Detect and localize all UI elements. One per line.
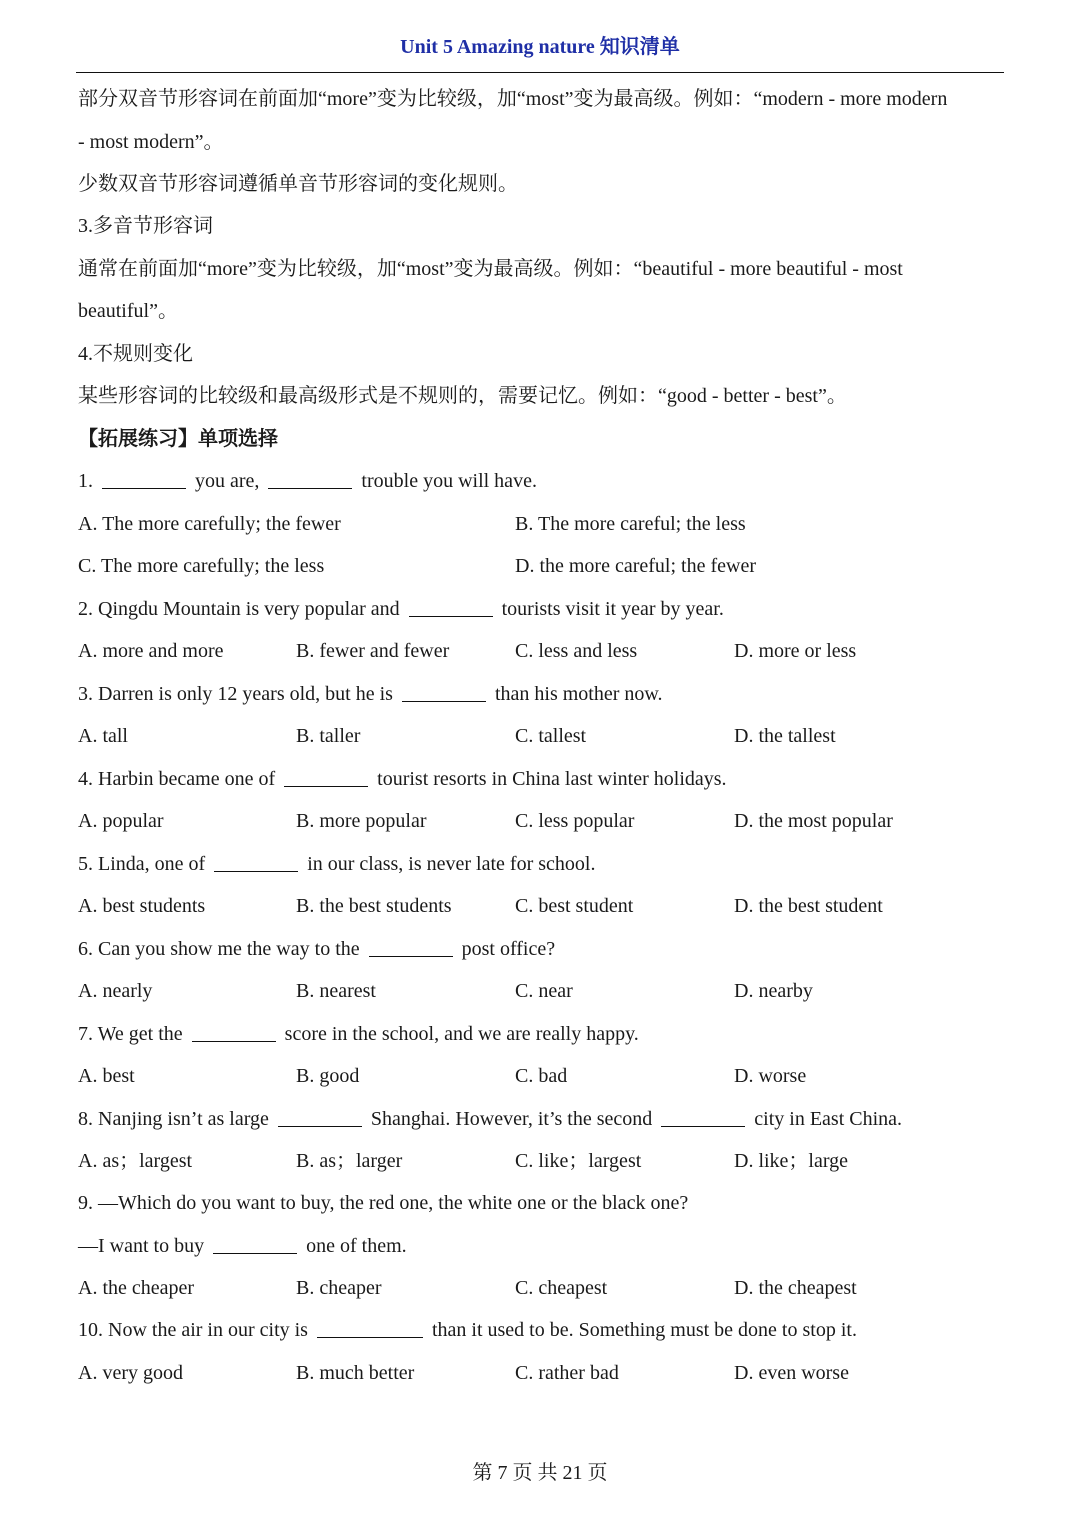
- option-c: C. bad: [515, 1065, 568, 1087]
- question-10: [78, 1316, 1006, 1344]
- answer-blank: [661, 1108, 745, 1127]
- option-c: C. tallest: [515, 725, 587, 747]
- answer-blank: [278, 1108, 362, 1127]
- question-text: 4. Harbin became one of: [78, 768, 281, 790]
- answer-blank: [284, 768, 368, 787]
- option-a: A. the cheaper: [78, 1277, 195, 1299]
- option-c: C. near: [515, 980, 573, 1002]
- option-b: B. as；larger: [296, 1150, 403, 1172]
- option-c: C. cheapest: [515, 1277, 608, 1299]
- option-c: C. best student: [515, 895, 634, 917]
- question-text: one of them.: [301, 1235, 407, 1257]
- question-9: 9. —Which do you want to buy, the red one, the white one or the black one?: [78, 1192, 689, 1214]
- question-text: than his mother now.: [489, 683, 663, 705]
- paragraph-line: 部分双音节形容词在前面加“more”变为比较级，加“most”变为最高级。例如：“modern - more modern: [78, 88, 948, 110]
- option-d: D. more or less: [734, 640, 857, 662]
- answer-blank: [409, 598, 493, 617]
- option-d: D. the best student: [734, 895, 883, 917]
- question-text: tourist resorts in China last winter holidays.: [372, 768, 727, 790]
- question-text: 3. Darren is only 12 years old, but he is: [78, 683, 398, 705]
- option-a: A. tall: [78, 725, 128, 747]
- question-8: [78, 1105, 1006, 1133]
- exercise-heading: 【拓展练习】单项选择: [78, 428, 278, 450]
- paragraph-line: beautiful”。: [78, 300, 178, 322]
- question-5: [78, 850, 1006, 878]
- option-b: B. nearest: [296, 980, 376, 1002]
- question-text: city in East China.: [749, 1108, 903, 1130]
- option-a: A. The more carefully; the fewer: [78, 513, 341, 535]
- question-text: 7. We get the: [78, 1023, 188, 1045]
- paragraph-line: 通常在前面加“more”变为比较级，加“most”变为最高级。例如：“beautiful - more beautiful - most: [78, 258, 903, 280]
- answer-blank: [192, 1023, 276, 1042]
- question-text: 2. Qingdu Mountain is very popular and: [78, 598, 405, 620]
- option-b: B. good: [296, 1065, 360, 1087]
- question-text: in our class, is never late for school.: [302, 853, 596, 875]
- question-text: 8. Nanjing isn’t as large: [78, 1108, 274, 1130]
- option-b: B. The more careful; the less: [515, 513, 746, 535]
- answer-blank: [214, 853, 298, 872]
- question-9-reply: [78, 1232, 1006, 1260]
- section-heading: 4.不规则变化: [78, 343, 193, 365]
- header-divider: [76, 72, 1004, 73]
- option-d: D. even worse: [734, 1362, 849, 1384]
- answer-blank: [317, 1319, 423, 1338]
- option-a: A. very good: [78, 1362, 183, 1384]
- section-heading: 3.多音节形容词: [78, 215, 213, 237]
- option-a: A. best students: [78, 895, 206, 917]
- question-text: than it used to be. Something must be done to stop it.: [426, 1319, 857, 1341]
- page-number: 第 7 页 共 21 页: [472, 1462, 608, 1484]
- option-b: B. taller: [296, 725, 361, 747]
- question-1: [78, 467, 1006, 495]
- question-text: trouble you will have.: [356, 470, 537, 492]
- option-d: D. the more careful; the fewer: [515, 555, 756, 577]
- option-d: D. the tallest: [734, 725, 836, 747]
- question-3: [78, 680, 1006, 708]
- option-c: C. rather bad: [515, 1362, 619, 1384]
- option-d: D. the most popular: [734, 810, 893, 832]
- paragraph-line: - most modern”。: [78, 131, 224, 153]
- page-header-title: Unit 5 Amazing nature 知识清单: [400, 36, 680, 58]
- option-c: C. The more carefully; the less: [78, 555, 325, 577]
- answer-blank: [402, 683, 486, 702]
- question-text: 10. Now the air in our city is: [78, 1319, 313, 1341]
- question-text: tourists visit it year by year.: [496, 598, 724, 620]
- paragraph-line: 某些形容词的比较级和最高级形式是不规则的，需要记忆。例如：“good - better - best”。: [78, 385, 847, 407]
- answer-blank: [268, 470, 352, 489]
- option-c: C. like；largest: [515, 1150, 642, 1172]
- option-b: B. cheaper: [296, 1277, 382, 1299]
- answer-blank: [369, 938, 453, 957]
- question-text: Shanghai. However, it’s the second: [365, 1108, 658, 1130]
- question-text: 1.: [78, 470, 98, 492]
- option-d: D. the cheapest: [734, 1277, 857, 1299]
- option-b: B. more popular: [296, 810, 427, 832]
- question-6: [78, 935, 1006, 963]
- option-b: B. fewer and fewer: [296, 640, 450, 662]
- option-b: B. much better: [296, 1362, 415, 1384]
- option-a: A. popular: [78, 810, 164, 832]
- answer-blank: [213, 1235, 297, 1254]
- option-d: D. worse: [734, 1065, 807, 1087]
- answer-blank: [102, 470, 186, 489]
- question-text: you are,: [190, 470, 265, 492]
- option-c: C. less and less: [515, 640, 638, 662]
- question-text: 5. Linda, one of: [78, 853, 211, 875]
- question-4: [78, 765, 1006, 793]
- option-d: D. like；large: [734, 1150, 849, 1172]
- option-b: B. the best students: [296, 895, 452, 917]
- question-text: —I want to buy: [78, 1235, 210, 1257]
- question-text: 6. Can you show me the way to the: [78, 938, 365, 960]
- paragraph-line: 少数双音节形容词遵循单音节形容词的变化规则。: [78, 173, 518, 195]
- question-7: [78, 1020, 1006, 1048]
- option-d: D. nearby: [734, 980, 813, 1002]
- question-text: score in the school, and we are really happy.: [279, 1023, 639, 1045]
- option-a: A. best: [78, 1065, 135, 1087]
- option-a: A. more and more: [78, 640, 224, 662]
- question-text: post office?: [456, 938, 556, 960]
- option-c: C. less popular: [515, 810, 635, 832]
- option-a: A. nearly: [78, 980, 153, 1002]
- option-a: A. as；largest: [78, 1150, 193, 1172]
- question-2: [78, 595, 1006, 623]
